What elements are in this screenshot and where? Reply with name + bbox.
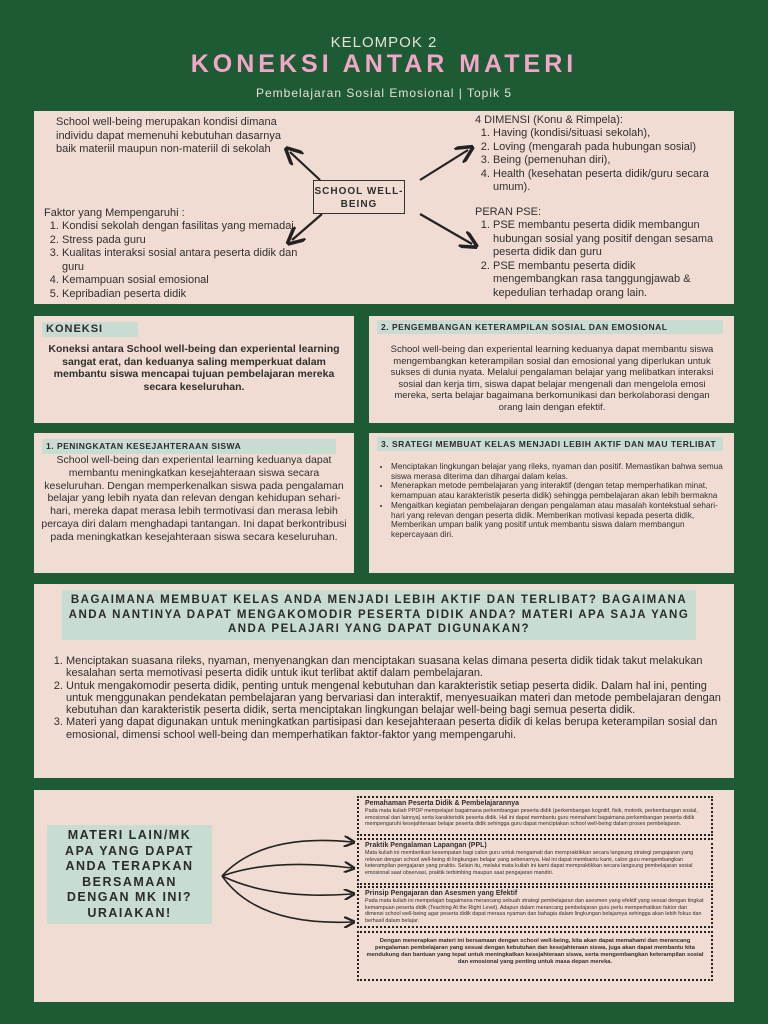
other-box-text: Dengan menerapkan materi ini bersamaan dengan school well-being, kita akan dapat memahami dan merancang pengalaman pembelajaran yang sesuai dengan kebutuhan dan kesejahteraan siswa, juga akan dapat membantu kita mendukung dan bantuan yang tepat untuk meningkatkan kesejahteraan siswa, serta mengembangkan keterampilan sosial dan emosional yang penting untuk masa depan mereka.: [366, 938, 704, 965]
section-2-text: School well-being dan experiental learning keduanya dapat membantu siswa mengembangkan keterampilan sosial dan emosional yang diperlukan untuk sukses di dunia nyata. Melalui pengalaman belajar yang melibatkan interaksi sosial dan kerja tim, siswa dapat belajar mengenali dan mengelola emosi mereka, serta belajar bagaimana berkomunikasi dan berkolaborasi dengan orang lain dengan efektif.: [390, 344, 714, 413]
factor-item: 3. Kualitas interaksi sosial antara peserta didik dan guru: [62, 247, 304, 274]
koneksi-panel: [34, 316, 354, 423]
other-box-title: Pemahaman Peserta Didik & Pembelajarannya: [365, 800, 520, 807]
other-box-2: [357, 838, 713, 885]
strategy-item: • Menerapkan metode pembelajaran yang interaktif (dengan tetap memperhatikan minat, kemampuan atau karakteristik peserta didik) sehingga pembelajaran akan lebih bermakna: [391, 481, 727, 500]
section-1-panel: [34, 433, 354, 573]
page-subtitle: Pembelajaran Sosial Emosional | Topik 5: [255, 86, 512, 100]
other-box-text: Pada mata kuliah PPDP mempelajari bagaimana perkembangan peserta didik (perkembangan kognitif, fisik, motorik, perkembangan sosial, emosional dan lainnya) serta karakteristik peserta didik. Hal ini dapat membantu guru memahami bagaimana perkembangan peserta didik mempengaruhi kesejahteraan belajar peserta didik sehingga guru dapat menciptakan school well-being dalam proses pembelajaran.: [365, 808, 698, 828]
curve-arrow-3: [222, 876, 352, 895]
curve-arrow-2: [222, 864, 352, 876]
arrow-up-left: [290, 152, 320, 180]
dimension-item: 2. Loving (mengarah pada hubungan sosial): [493, 141, 733, 155]
pse-list: [475, 219, 715, 300]
group-label: KELOMPOK 2: [330, 34, 438, 51]
other-prompt: MATERI LAIN/MK APA YANG DAPAT ANDA TERAPKAN BERSAMAAN DENGAN MK INI? URAIAKAN!: [47, 825, 212, 924]
curve-arrow-4: [222, 876, 352, 922]
strategy-item: • Mengaitkan kegiatan pembelajaran dengan pengalaman atau masalah kontekstual sehari- hari yang relevan dengan peserta didik. Memberikan motivasi kepada peserta didik, Memberikan umpan balik yang positif untuk membantu siswa dalam membangun kepercayaan diri.: [391, 501, 727, 540]
definition-text: School well-being merupakan kondisi dimana individu dapat memenuhi kebutuhan dasarnya baik materiil maupun non-materiil di sekolah: [56, 116, 282, 155]
other-arrows: [212, 828, 358, 928]
other-box-3: [357, 886, 713, 928]
section-1-title: 1. PENINGKATAN KESEJAHTERAAN SISWA: [42, 439, 336, 454]
answer-item: 1. Menciptakan suasana rileks, nyaman, menyenangkan dan menciptakan suasana kelas dimana peserta didik tidak takut melakukan kesalahan serta memotivasi peserta didik untuk ikut terlibat aktif dalam pembelajaran.: [66, 655, 728, 680]
arrow-down-left: [292, 214, 322, 240]
answers-list: [48, 655, 728, 741]
question-title: BAGAIMANA MEMBUAT KELAS ANDA MENJADI LEBIH AKTIF DAN TERLIBAT? BAGAIMANA ANDA NANTINYA DAPAT MENGAKOMODIR PESERTA DIDIK ANDA? MATERI APA SAJA YANG ANDA PELAJARI YANG DAPAT DIGUNAKAN?: [62, 590, 696, 640]
section-1-text: School well-being dan experiental learning keduanya dapat membantu meningkatkan kesejahteraan siswa secara keseluruhan. Dengan memperkenalkan siswa pada pengalaman belajar yang lebih nyata dan relevan dengan kehidupan sehari-hari, mereka dapat merasa lebih termotivasi dan merasa lebih percaya diri dalam menghadapi tantangan. Ini dapat berkontribusi pada meningkatkan kesejahteraan siswa secara keseluruhan.: [41, 454, 347, 543]
pse-title: PERAN PSE:: [475, 206, 542, 218]
section-2-panel: [369, 316, 734, 423]
strategy-item: • Menciptakan lingkungan belajar yang rileks, nyaman dan positif. Memastikan bahwa semua siswa merasa diterima dan dihargai dalam kelas.: [391, 462, 727, 481]
other-box-title: Praktik Pengalaman Lapangan (PPL): [365, 842, 487, 849]
dimension-item: 4. Health (kesehatan peserta didik/guru secara umum).: [493, 168, 733, 195]
factor-item: 5. Kepribadian peserta didik: [62, 288, 304, 302]
koneksi-text: Koneksi antara School well-being dan experiental learning sangat erat, dan keduanya saling memperkuat dalam membantu siswa mencapai tujuan pembelajaran mereka secara keseluruhan.: [48, 343, 340, 393]
answer-item: 2. Untuk mengakomodir peserta didik, penting untuk mengenal kebutuhan dan karakteristik setiap peserta didik. Dalam hal ini, penting untuk menggunakan pendekatan pembelajaran yang bervariasi dan interaktif, menyesuaikan materi dan metode pembelajaran dengan kebutuhan dan karakteristik peserta didik, serta menciptakan lingkungan belajar well-being bagi semua peserta didik.: [66, 680, 728, 717]
dimensions-list: [475, 127, 733, 195]
school-well-being-label: SCHOOL WELL-BEING: [313, 180, 405, 214]
factor-item: 4. Kemampuan sosial emosional: [62, 274, 304, 288]
other-box-4: [357, 931, 713, 981]
factor-item: 2. Stress pada guru: [62, 234, 304, 248]
arrow-up-right: [420, 150, 468, 180]
section-2-title: 2. PENGEMBANGAN KETERAMPILAN SOSIAL DAN EMOSIONAL: [377, 320, 723, 334]
dimensions-title: 4 DIMENSI (Konu & Rimpela):: [475, 114, 623, 126]
other-box-text: Mata kuliah ini memberikan kesempatan bagi calon guru untuk mengamati dan mempraktikkan secara langsung strategi pengajaran yang relevan dengan school well-being di lingkungan belajar yang sebenarnya. Hal ini dapat membantu kami, calon guru mengembangkan keterampilan pengajaran yang praktis. Selain itu, melalui mata kuliah ini kami dapat mempraktikkan secara langsung pembelajaran sosial emosional saat observasi, praktik terbimbing maupun saat pengajaran mandiri.: [365, 850, 694, 876]
factors-list: [44, 220, 304, 301]
koneksi-title: KONEKSI: [42, 322, 138, 337]
other-box-1: [357, 796, 713, 836]
section-3-list: [377, 462, 727, 540]
section-3-title: 3. SRATEGI MEMBUAT KELAS MENJADI LEBIH AKTIF DAN MAU TERLIBAT: [377, 437, 723, 451]
question-panel: [34, 584, 734, 778]
other-box-title: Prinsip Pengajaran dan Asesmen yang Efektif: [365, 890, 518, 897]
other-box-text: Pada mata kuliah ini mempelajari bagaimana merancang sebuah strategi pembelajaran dan asesmen yang efektif yang sesuai dengan tingkat kemampuan peserta didik (Teaching At the Right Level). Adapun dalam merancang pembelajaran guru perlu memperhatikan faktor dan dimensi school well-being agar peserta didik dapat merasa nyaman dan bahagia dalam lingkungan belajarnya sehingga akan lebih fokus dan berhasil dalam belajar.: [365, 898, 704, 924]
pse-item: 2. PSE membantu peserta didik mengembangkan rasa tanggungjawab & kepedulian terhadap orang lain.: [493, 260, 715, 301]
factors-title: Faktor yang Mempengaruhi :: [44, 207, 185, 219]
dimension-item: 3. Being (pemenuhan diri),: [493, 154, 733, 168]
section-3-panel: [369, 433, 734, 573]
answer-item: 3. Materi yang dapat digunakan untuk meningkatkan partisipasi dan kesejahteraan peserta didik di kelas berupa keterampilan sosial dan emosional, dimensi school well-being dan memperhatikan faktor-faktor yang mempengaruhi.: [66, 716, 728, 741]
dimension-item: 1. Having (kondisi/situasi sekolah),: [493, 127, 733, 141]
page-title: KONEKSI ANTAR MATERI: [190, 50, 578, 78]
pse-item: 1. PSE membantu peserta didik membangun hubungan sosial yang positif dengan sesama peserta didik dan guru: [493, 219, 715, 260]
arrow-down-right: [420, 214, 472, 244]
factor-item: 1. Kondisi sekolah dengan fasilitas yang memadai.: [62, 220, 304, 234]
